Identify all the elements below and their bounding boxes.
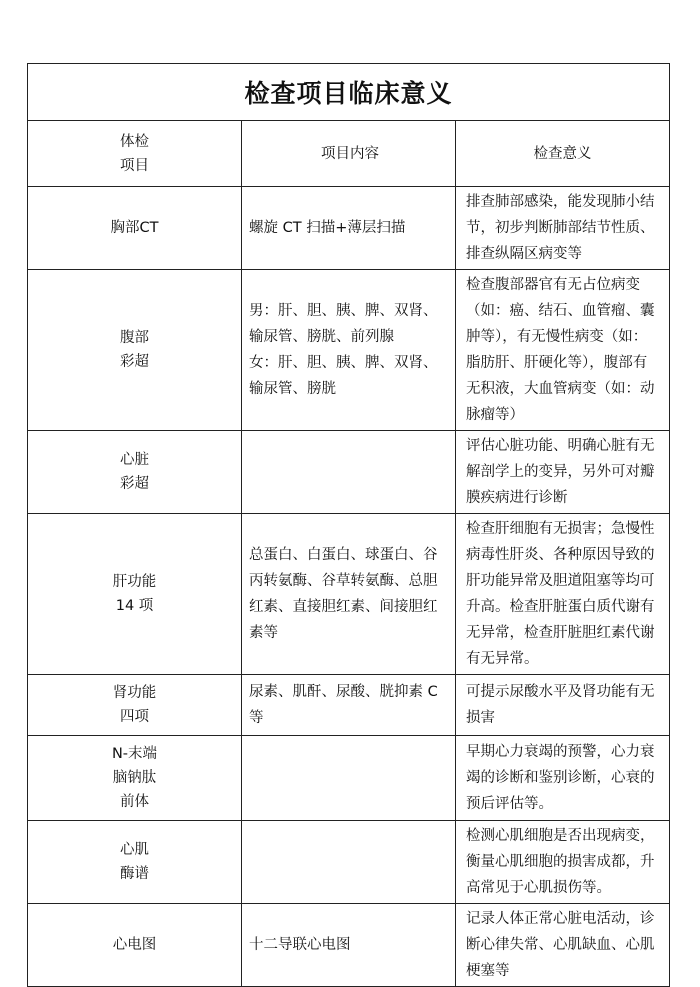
row-item: 肝功能 14 项 [28,514,242,675]
table-row [28,821,670,904]
row-content [242,431,456,514]
row-content: 男：肝、胆、胰、脾、双肾、输尿管、膀胱、前列腺 女：肝、胆、胰、脾、双肾、输尿管、膀胱 [242,270,456,431]
header-content: 项目内容 [242,121,456,187]
table-row [28,270,670,431]
table-row [28,187,670,270]
row-meaning: 检测心肌细胞是否出现病变，衡量心肌细胞的损害成都，升高常见于心肌损伤等。 [456,821,670,904]
row-meaning: 可提示尿酸水平及肾功能有无损害 [456,675,670,736]
row-meaning: 检查肝细胞有无损害；急慢性病毒性肝炎、各种原因导致的肝功能异常及胆道阻塞等均可升高。检查肝脏蛋白质代谢有无异常，检查肝脏胆红素代谢有无异常。 [456,514,670,675]
row-item: 心肌 酶谱 [28,821,242,904]
row-content: 总蛋白、白蛋白、球蛋白、谷丙转氨酶、谷草转氨酶、总胆红素、直接胆红素、间接胆红素等 [242,514,456,675]
row-item: 心脏 彩超 [28,431,242,514]
row-content: 螺旋 CT 扫描+薄层扫描 [242,187,456,270]
table-row [28,431,670,514]
row-item: 心电图 [28,904,242,987]
header-meaning: 检查意义 [456,121,670,187]
clinical-significance-document [27,63,670,987]
row-meaning: 检查腹部器官有无占位病变（如：癌、结石、血管瘤、囊肿等），有无慢性病变（如：脂肪肝、肝硬化等），腹部有无积液，大血管病变（如：动脉瘤等） [456,270,670,431]
row-content: 尿素、肌酐、尿酸、胱抑素 C 等 [242,675,456,736]
row-item: 肾功能 四项 [28,675,242,736]
row-item: 腹部 彩超 [28,270,242,431]
row-meaning: 早期心力衰竭的预警，心力衰竭的诊断和鉴别诊断，心衰的预后评估等。 [456,736,670,821]
header-row [28,121,670,187]
row-meaning: 记录人体正常心脏电活动，诊断心律失常、心肌缺血、心肌梗塞等 [456,904,670,987]
header-item: 体检 项目 [28,121,242,187]
row-item: 胸部CT [28,187,242,270]
exam-table [27,63,670,987]
table-row [28,514,670,675]
table-row [28,904,670,987]
row-meaning: 评估心脏功能、明确心脏有无解剖学上的变异，另外可对瓣膜疾病进行诊断 [456,431,670,514]
row-content [242,736,456,821]
row-meaning: 排查肺部感染，能发现肺小结节，初步判断肺部结节性质、排查纵隔区病变等 [456,187,670,270]
table-row [28,736,670,821]
row-item: N-末端 脑钠肽 前体 [28,736,242,821]
row-content [242,821,456,904]
row-content: 十二导联心电图 [242,904,456,987]
table-title: 检查项目临床意义 [28,64,670,121]
table-row [28,675,670,736]
